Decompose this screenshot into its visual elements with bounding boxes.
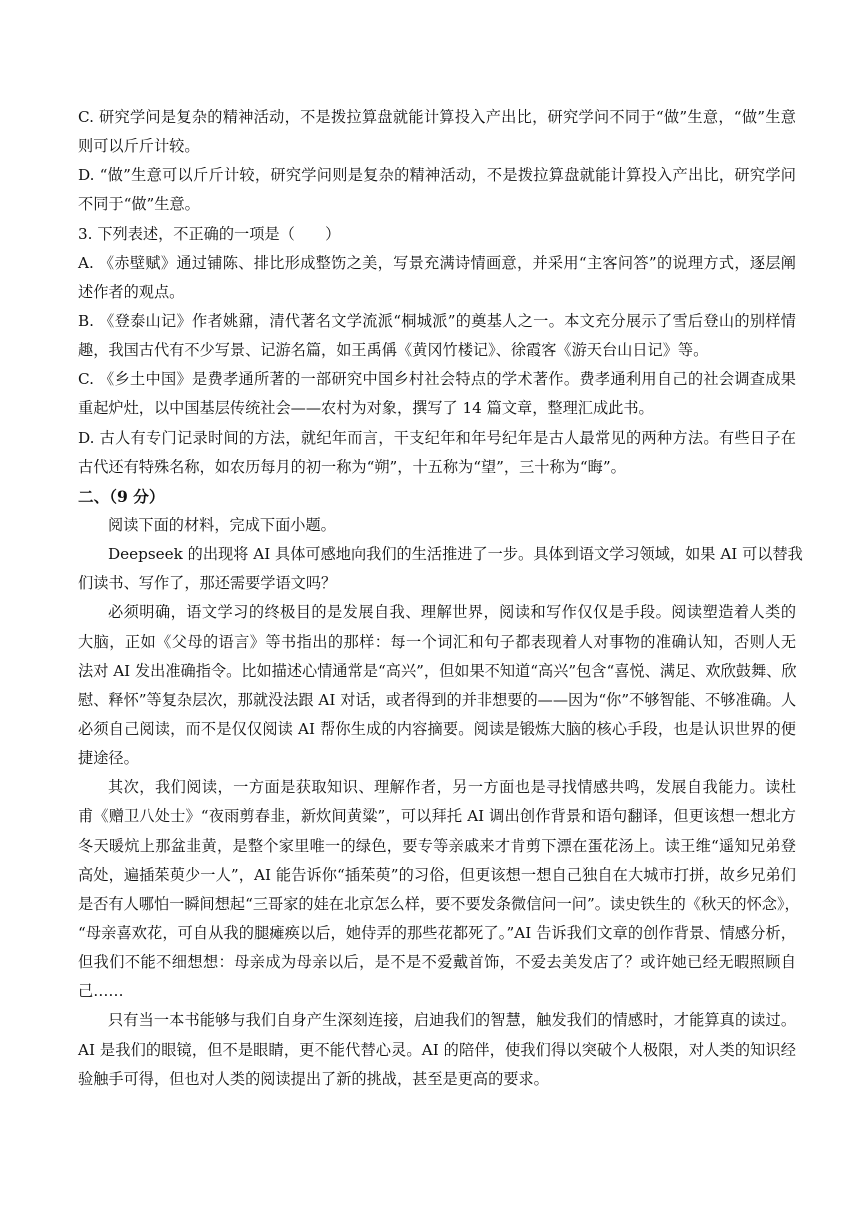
passage-paragraph-1-line-2: 们读书、写作了，那还需要学语文吗？ (78, 574, 337, 593)
q3-option-a-line-1: A. 《赤壁赋》通过铺陈、排比形成整饬之美，写景充满诗情画意，并采用“主客问答”的说理方式，逐层阐 (78, 253, 796, 272)
page-content (78, 103, 803, 1094)
option-c-line-2: 则可以斤斤计较。 (78, 137, 200, 156)
passage-paragraph-3-line-7: 但我们不能不细想想：母亲成为母亲以后，是不是不爱戴首饰，不爱去美发店了？或许她已经无暇照顾自 (78, 953, 796, 972)
passage-paragraph-3-line-5: 是否有人哪怕一瞬间想起“三哥家的娃在北京怎么样，要不要发条微信问一问”。读史铁生的《秋天的怀念》， (78, 894, 800, 913)
option-c-line-1: C. 研究学问是复杂的精神活动，不是拨拉算盘就能计算投入产出比，研究学问不同于“做”生意，“做”生意 (78, 108, 796, 126)
section-2-heading: 二、（9 分） (78, 486, 165, 506)
q3-option-c-line-1: C. 《乡土中国》是费孝通所著的一部研究中国乡村社会特点的学术著作。费孝通利用自己的社会调查成果 (78, 370, 796, 389)
passage-paragraph-3-line-4: 高处，遍插茱萸少一人”，AI 能告诉你“插茱萸”的习俗，但更该想一想自己独自在大城市打拼，故乡兄弟们 (78, 865, 796, 884)
passage-paragraph-4-line-1: 只有当一本书能够与我们自身产生深刻连接，启迪我们的智慧，触发我们的情感时，才能算真的读过。 (108, 1011, 796, 1030)
passage-paragraph-2-line-4: 慰、释怀”等复杂层次，那就没法跟 AI 对话，或者得到的并非想要的——因为“你”不够智能、不够准确。人 (78, 690, 797, 709)
passage-paragraph-3-line-6: “母亲喜欢花，可自从我的腿瘫痪以后，她侍弄的那些花都死了。”AI 告诉我们文章的创作背景、情感分析， (78, 923, 796, 942)
q3-option-a-line-2: 述作者的观点。 (78, 282, 185, 301)
passage-paragraph-2-line-2: 大脑，正如《父母的语言》等书指出的那样：每一个词汇和句子都表现着人对事物的准确认知，否则人无 (78, 632, 796, 651)
q3-option-d-line-2: 古代还有特殊名称，如农历每月的初一称为“朔”，十五称为“望”，三十称为“晦”。 (78, 457, 626, 476)
passage-paragraph-3-line-2: 甫《赠卫八处士》“夜雨剪春韭，新炊间黄粱”，可以拜托 AI 调出创作背景和语句翻译，但更该想一想北方 (78, 807, 796, 826)
passage-paragraph-4-line-3: 验触手可得，但也对人类的阅读提出了新的挑战，甚至是更高的要求。 (78, 1069, 549, 1088)
q3-option-b-line-1: B. 《登泰山记》作者姚鼐，清代著名文学流派“桐城派”的奠基人之一。本文充分展示了雪后登山的别样情 (78, 311, 796, 330)
passage-paragraph-2-line-5: 必须自己阅读，而不是仅仅阅读 AI 帮你生成的内容摘要。阅读是锻炼大脑的核心手段，也是认识世界的便 (78, 719, 796, 738)
q3-option-b-line-2: 趣，我国古代有不少写景、记游名篇，如王禹偁《黄冈竹楼记》、徐霞客《游天台山日记》等。 (78, 341, 709, 360)
option-d-line-2: 不同于“做”生意。 (78, 195, 200, 214)
section-2-instruction: 阅读下面的材料，完成下面小题。 (108, 515, 336, 534)
option-d-line-1: D. “做”生意可以斤斤计较，研究学问则是复杂的精神活动，不是拨拉算盘就能计算投入产出比，研究学问 (78, 166, 796, 185)
passage-paragraph-3-line-8: 己…… (78, 982, 124, 1001)
q3-option-c-line-2: 重起炉灶，以中国基层传统社会——农村为对象，撰写了 14 篇文章，整理汇成此书。 (78, 399, 654, 418)
passage-paragraph-1-line-1: Deepseek 的出现将 AI 具体可感地向我们的生活推进了一步。具体到语文学习领域，如果 AI 可以替我 (108, 545, 803, 564)
passage-paragraph-3-line-1: 其次，我们阅读，一方面是获取知识、理解作者，另一方面也是寻找情感共鸣，发展自我能力。读杜 (108, 778, 796, 797)
passage-paragraph-2-line-6: 捷途径。 (78, 749, 139, 768)
question-3-stem: 3. 下列表述，不正确的一项是（ ） (78, 224, 341, 243)
q3-option-d-line-1: D. 古人有专门记录时间的方法，就纪年而言，干支纪年和年号纪年是古人最常见的两种方法。有些日子在 (78, 428, 796, 447)
passage-paragraph-4-line-2: AI 是我们的眼镜，但不是眼睛，更不能代替心灵。AI 的陪伴，使我们得以突破个人极限，对人类的知识经 (78, 1040, 796, 1059)
passage-paragraph-2-line-1: 必须明确，语文学习的终极目的是发展自我、理解世界，阅读和写作仅仅是手段。阅读塑造着人类的 (108, 603, 796, 622)
passage-paragraph-2-line-3: 法对 AI 发出准确指令。比如描述心情通常是“高兴”，但如果不知道“高兴”包含“喜悦、满足、欢欣鼓舞、欣 (78, 661, 797, 680)
passage-paragraph-3-line-3: 冬天暖炕上那盆韭黄，是整个家里唯一的绿色，要专等亲戚来才肯剪下漂在蛋花汤上。读王维“遥知兄弟登 (78, 836, 796, 855)
